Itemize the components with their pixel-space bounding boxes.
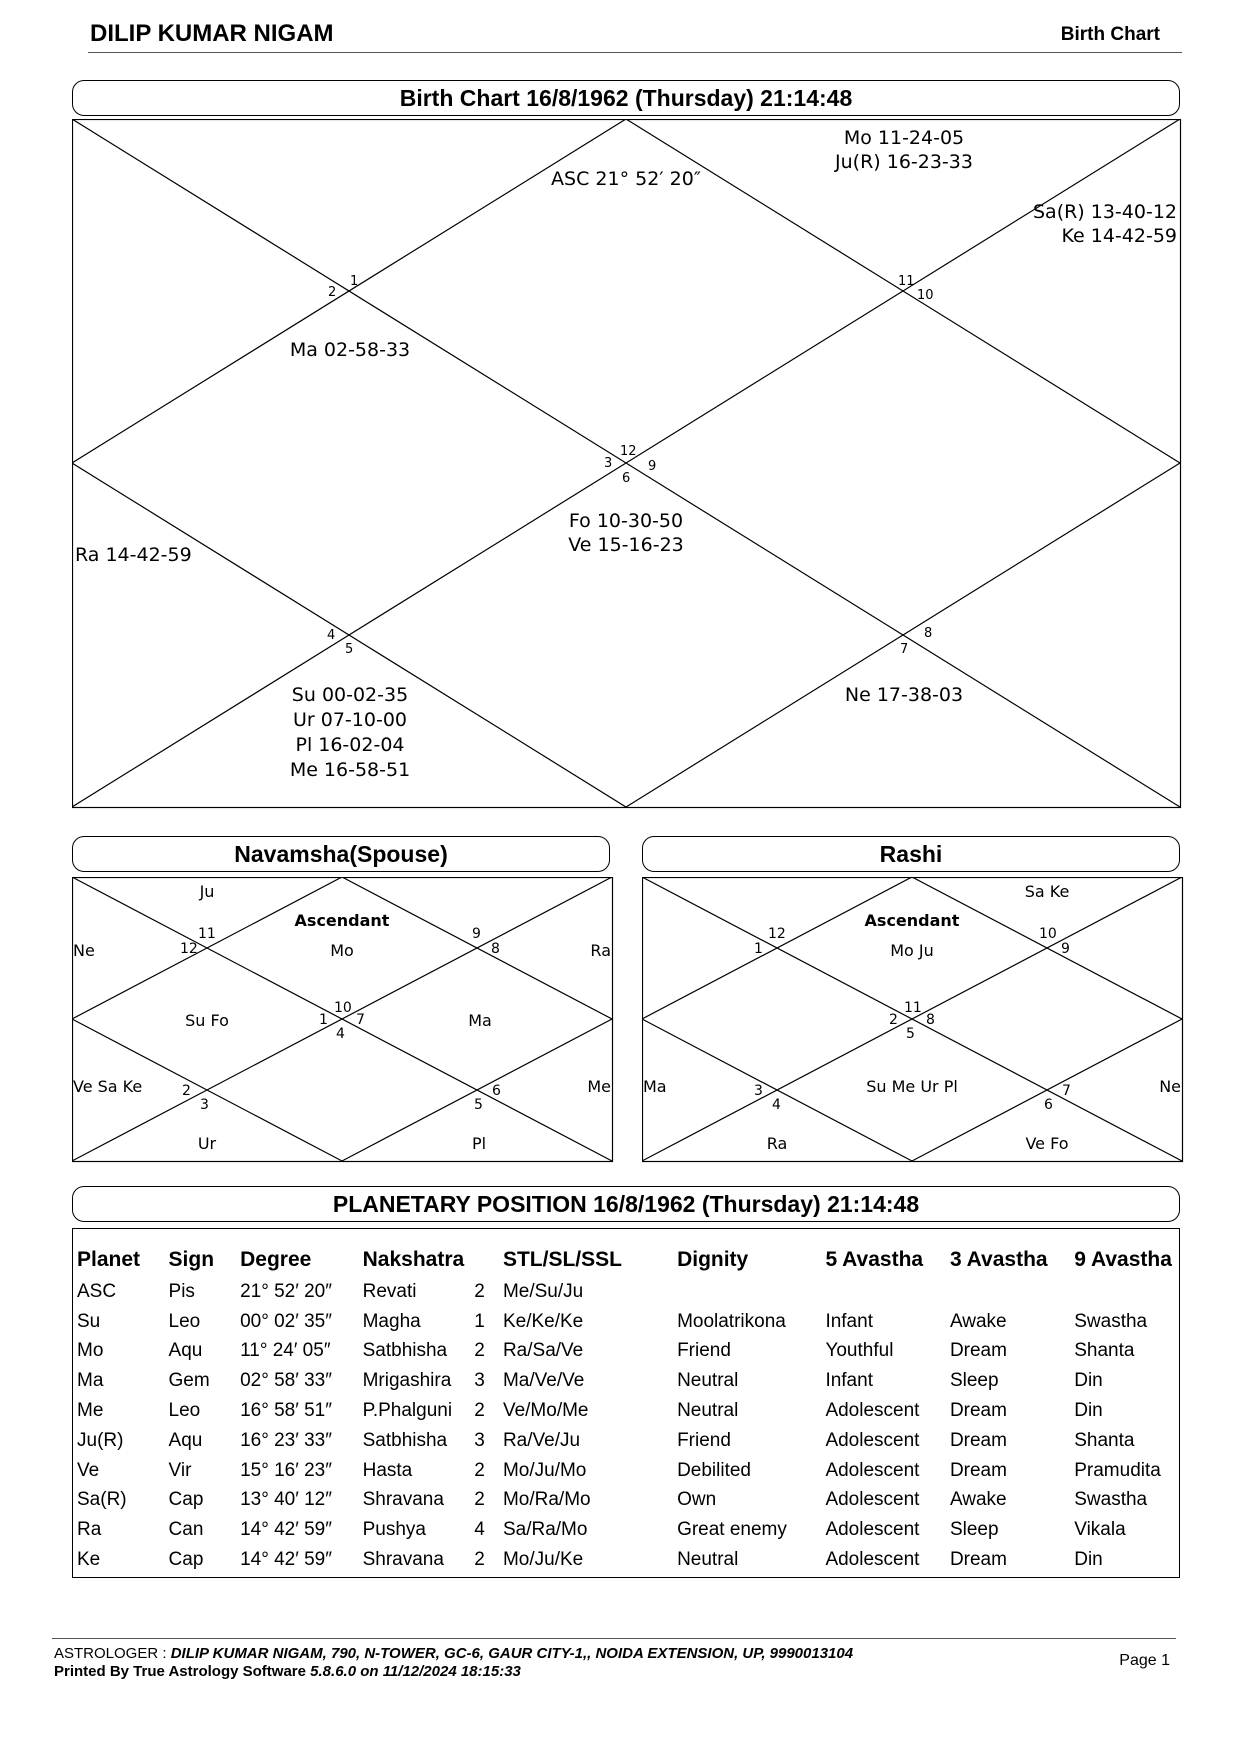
- sign-cell: Leo: [168, 1310, 201, 1332]
- planet-label: Mo Ju: [890, 941, 934, 960]
- house-number: 11: [898, 274, 915, 289]
- house-number: 1: [350, 274, 359, 289]
- nakshatra-cell: Satbhisha: [362, 1340, 448, 1362]
- birth-chart-diagram: [72, 119, 1182, 809]
- house-number: 8: [926, 1012, 935, 1028]
- table-header-row: [77, 1243, 1179, 1277]
- house-number: 2: [328, 285, 337, 300]
- house-number: 10: [1039, 926, 1057, 942]
- avastha9-cell: Shanta: [1074, 1340, 1135, 1362]
- house-number: 6: [492, 1083, 501, 1099]
- planet-cell: Ra: [77, 1519, 102, 1541]
- house-number: 9: [472, 926, 481, 942]
- avastha9-cell: Din: [1074, 1370, 1103, 1392]
- house-number: 2: [889, 1012, 898, 1028]
- printed-by-info: [54, 1663, 521, 1680]
- house-number: 4: [336, 1026, 345, 1042]
- house-number: 3: [754, 1083, 763, 1099]
- avastha3-cell: Sleep: [949, 1370, 999, 1392]
- avastha3-cell: Dream: [949, 1549, 1007, 1571]
- house-number: 7: [900, 642, 909, 657]
- house-number: 10: [917, 288, 934, 303]
- planet-label: Ra 14-42-59: [75, 544, 192, 566]
- pada-cell: 2: [474, 1400, 485, 1422]
- column-header: Degree: [240, 1248, 312, 1271]
- nakshatra-cell: Mrigashira: [362, 1370, 452, 1392]
- house-number: 3: [604, 456, 613, 471]
- nakshatra-cell: Revati: [362, 1280, 417, 1302]
- lords-cell: Ke/Ke/Ke: [502, 1310, 584, 1332]
- degree-cell: 16° 58′ 51″: [240, 1400, 332, 1422]
- planet-label: Ke 14-42-59: [1061, 225, 1177, 247]
- lords-cell: Ve/Mo/Me: [502, 1400, 589, 1422]
- nakshatra-cell: Hasta: [362, 1459, 413, 1481]
- avastha5-cell: Adolescent: [825, 1489, 920, 1511]
- degree-cell: 11° 24′ 05″: [240, 1340, 331, 1362]
- dignity-cell: Great enemy: [677, 1519, 787, 1541]
- lords-cell: Ma/Ve/Ve: [502, 1370, 585, 1392]
- sign-cell: Can: [168, 1519, 204, 1541]
- planet-label: Ne 17-38-03: [844, 684, 964, 706]
- planet-cell: Ma: [77, 1370, 104, 1392]
- avastha5-cell: Adolescent: [825, 1429, 920, 1451]
- lords-cell: Mo/Ju/Mo: [502, 1459, 587, 1481]
- planet-cell: Me: [77, 1400, 104, 1422]
- planet-label: Me 16-58-51: [289, 759, 411, 781]
- pada-cell: 2: [474, 1340, 485, 1362]
- degree-cell: 14° 42′ 59″: [240, 1519, 332, 1541]
- house-number: 12: [768, 926, 786, 942]
- planet-label: Ra: [590, 941, 611, 960]
- degree-cell: 16° 23′ 33″: [240, 1429, 332, 1451]
- planet-label: Ju: [199, 882, 215, 901]
- table-row: [77, 1277, 1179, 1307]
- planet-label: Ur 07-10-00: [293, 709, 407, 731]
- column-header: STL/SL/SSL: [502, 1248, 622, 1271]
- house-number: 8: [924, 626, 933, 641]
- degree-cell: 02° 58′ 33″: [240, 1370, 332, 1392]
- avastha5-cell: Adolescent: [825, 1519, 920, 1541]
- column-header: 9 Avastha: [1074, 1248, 1172, 1271]
- table-row: [77, 1456, 1179, 1486]
- rashi-title: Rashi: [642, 836, 1180, 872]
- dignity-cell: Friend: [677, 1340, 731, 1362]
- house-number: 4: [772, 1097, 781, 1113]
- dignity-cell: Moolatrikona: [677, 1310, 786, 1332]
- pada-cell: 2: [474, 1280, 485, 1302]
- avastha3-cell: Sleep: [949, 1519, 999, 1541]
- table-row: [77, 1396, 1179, 1426]
- house-number: 6: [622, 471, 631, 486]
- ascendant-label: Ascendant: [864, 911, 960, 930]
- degree-cell: 13° 40′ 12″: [240, 1489, 332, 1511]
- header-divider: [88, 52, 1182, 53]
- planet-cell: Ve: [77, 1459, 100, 1481]
- sign-cell: Pis: [168, 1280, 195, 1302]
- planet-cell: Mo: [77, 1340, 104, 1362]
- lords-cell: Sa/Ra/Mo: [502, 1519, 588, 1541]
- planet-cell: Ju(R): [77, 1429, 124, 1451]
- avastha5-cell: Infant: [825, 1310, 873, 1332]
- lords-cell: Ra/Sa/Ve: [502, 1340, 584, 1362]
- sign-cell: Cap: [168, 1489, 204, 1511]
- column-header: Dignity: [677, 1248, 749, 1271]
- house-number: 5: [345, 642, 354, 657]
- planet-label: Ma 02-58-33: [289, 339, 411, 361]
- pada-cell: 3: [474, 1429, 485, 1451]
- avastha3-cell: Dream: [949, 1340, 1007, 1362]
- planet-label: Pl 16-02-04: [295, 734, 405, 756]
- planet-cell: Ke: [77, 1549, 101, 1571]
- table-row: [77, 1515, 1179, 1545]
- avastha9-cell: [1074, 1277, 1179, 1307]
- degree-cell: 15° 16′ 23″: [240, 1459, 332, 1481]
- avastha5-cell: Adolescent: [825, 1459, 920, 1481]
- avastha9-cell: Shanta: [1074, 1429, 1135, 1451]
- astrologer-details: DILIP KUMAR NIGAM, 790, N-TOWER, GC-6, GAUR CITY-1,, NOIDA EXTENSION, UP, 9990013104: [170, 1645, 854, 1662]
- planet-label: Ve Sa Ke: [73, 1077, 143, 1096]
- sign-cell: Aqu: [168, 1340, 203, 1362]
- house-number: 7: [356, 1012, 365, 1028]
- pada-cell: 2: [474, 1489, 485, 1511]
- astrologer-label: ASTROLOGER :: [54, 1645, 171, 1662]
- table-row: [77, 1486, 1179, 1516]
- table-row: [77, 1426, 1179, 1456]
- lords-cell: Me/Su/Ju: [502, 1280, 584, 1302]
- sign-cell: Aqu: [168, 1429, 203, 1451]
- rashi-chart-diagram: [642, 877, 1184, 1163]
- lords-cell: Mo/Ju/Ke: [502, 1549, 584, 1571]
- dignity-cell: Debilited: [677, 1459, 751, 1481]
- dignity-cell: [677, 1277, 825, 1307]
- house-number: 8: [491, 941, 500, 957]
- nakshatra-cell: P.Phalguni: [362, 1400, 453, 1422]
- nakshatra-cell: Shravana: [362, 1549, 444, 1571]
- dignity-cell: Neutral: [677, 1370, 739, 1392]
- planet-label: Me: [587, 1077, 611, 1096]
- dignity-cell: Friend: [677, 1429, 731, 1451]
- nakshatra-cell: Magha: [362, 1310, 421, 1332]
- sign-cell: Vir: [168, 1459, 192, 1481]
- printed-by-details: 5.8.6.0 on 11/12/2024 18:15:33: [310, 1663, 521, 1680]
- planet-label: Sa Ke: [1024, 882, 1070, 901]
- house-number: 11: [198, 926, 216, 942]
- house-number: 2: [182, 1083, 191, 1099]
- pada-cell: 1: [474, 1310, 485, 1332]
- ascendant-degree: ASC 21° 52′ 20″: [551, 168, 701, 190]
- planet-label: Ra: [766, 1134, 788, 1153]
- house-number: 4: [327, 628, 336, 643]
- column-header: 5 Avastha: [825, 1248, 924, 1271]
- planet-label: Ur: [197, 1134, 217, 1153]
- house-number: 10: [334, 1000, 352, 1016]
- lords-cell: Ra/Ve/Ju: [502, 1429, 581, 1451]
- sign-cell: Gem: [168, 1370, 210, 1392]
- sign-cell: Leo: [168, 1400, 201, 1422]
- planetary-position-title: PLANETARY POSITION 16/8/1962 (Thursday) 21:14:48: [72, 1186, 1180, 1222]
- dignity-cell: Own: [677, 1489, 717, 1511]
- house-number: 3: [200, 1097, 209, 1113]
- planet-label: Ma: [468, 1011, 492, 1030]
- house-number: 1: [754, 941, 763, 957]
- avastha5-cell: Adolescent: [825, 1549, 920, 1571]
- page-number: Page 1: [1119, 1652, 1170, 1669]
- house-number: 12: [180, 941, 198, 957]
- degree-cell: 14° 42′ 59″: [240, 1549, 332, 1571]
- planet-label: Sa(R) 13-40-12: [1032, 201, 1177, 223]
- avastha9-cell: Din: [1074, 1400, 1103, 1422]
- table-row: [77, 1545, 1179, 1575]
- birth-chart-title: Birth Chart 16/8/1962 (Thursday) 21:14:48: [72, 80, 1180, 116]
- avastha3-cell: Dream: [949, 1459, 1007, 1481]
- house-number: 5: [474, 1097, 483, 1113]
- planet-label: Ne: [1159, 1077, 1181, 1096]
- table-row: [77, 1307, 1179, 1337]
- house-number: 9: [648, 459, 657, 474]
- planet-label: Ma: [643, 1077, 667, 1096]
- nakshatra-cell: Satbhisha: [362, 1429, 448, 1451]
- planet-label: Pl: [471, 1134, 487, 1153]
- avastha5-cell: Youthful: [825, 1340, 894, 1362]
- avastha5-cell: Adolescent: [825, 1400, 920, 1422]
- nakshatra-cell: Pushya: [362, 1519, 426, 1541]
- column-header: Planet: [77, 1248, 141, 1271]
- astrologer-info: [54, 1645, 853, 1662]
- house-number: 1: [319, 1012, 328, 1028]
- avastha9-cell: Swastha: [1074, 1310, 1148, 1332]
- pada-cell: 3: [474, 1370, 485, 1392]
- avastha9-cell: Pramudita: [1074, 1459, 1161, 1481]
- nakshatra-cell: Shravana: [362, 1489, 444, 1511]
- column-header: 3 Avastha: [949, 1248, 1048, 1271]
- planet-label: Su 00-02-35: [291, 684, 409, 706]
- pada-cell: 2: [474, 1549, 485, 1571]
- planet-cell: Su: [77, 1310, 101, 1332]
- house-number: 11: [904, 1000, 922, 1016]
- planet-label: Ve 15-16-23: [568, 534, 684, 556]
- column-header: Sign: [168, 1248, 215, 1271]
- document-type: Birth Chart: [1060, 24, 1160, 45]
- lords-cell: Mo/Ra/Mo: [502, 1489, 591, 1511]
- planet-label: Su Fo: [185, 1011, 229, 1030]
- table-row: [77, 1366, 1179, 1396]
- planetary-position-table: [72, 1228, 1180, 1578]
- house-number: 6: [1044, 1097, 1053, 1113]
- degree-cell: 00° 02′ 35″: [240, 1310, 332, 1332]
- house-number: 9: [1061, 941, 1070, 957]
- avastha9-cell: Din: [1074, 1549, 1103, 1571]
- pada-cell: 4: [474, 1519, 485, 1541]
- navamsha-chart-diagram: [72, 877, 614, 1163]
- planet-label: Ve Fo: [1025, 1134, 1069, 1153]
- planet-label: Fo 10-30-50: [568, 510, 684, 532]
- pada-cell: 2: [474, 1459, 485, 1481]
- avastha9-cell: Vikala: [1074, 1519, 1126, 1541]
- avastha3-cell: Awake: [949, 1310, 1007, 1332]
- dignity-cell: Neutral: [677, 1400, 739, 1422]
- avastha3-cell: Awake: [949, 1489, 1007, 1511]
- planet-label: Ju(R) 16-23-33: [835, 151, 973, 173]
- house-number: 12: [620, 444, 637, 459]
- planet-label: Ne: [73, 941, 95, 960]
- degree-cell: 21° 52′ 20″: [240, 1280, 332, 1302]
- avastha3-cell: Dream: [949, 1429, 1007, 1451]
- avastha5-cell: Infant: [825, 1370, 873, 1392]
- printed-by-label: Printed By True Astrology Software: [54, 1663, 311, 1680]
- planet-label: Su Me Ur Pl: [866, 1077, 958, 1096]
- planet-label: Mo 11-24-05: [843, 127, 965, 149]
- planet-cell: ASC: [77, 1280, 117, 1302]
- sign-cell: Cap: [168, 1549, 204, 1571]
- navamsha-title: Navamsha(Spouse): [72, 836, 610, 872]
- person-name: DILIP KUMAR NIGAM: [90, 20, 334, 47]
- footer-divider: [52, 1638, 1176, 1639]
- house-number: 7: [1062, 1083, 1071, 1099]
- avastha3-cell: [950, 1277, 1074, 1307]
- avastha9-cell: Swastha: [1074, 1489, 1148, 1511]
- column-header: Nakshatra: [362, 1248, 465, 1271]
- avastha3-cell: Dream: [949, 1400, 1007, 1422]
- dignity-cell: Neutral: [677, 1549, 739, 1571]
- house-number: 5: [906, 1026, 915, 1042]
- table-row: [77, 1337, 1179, 1367]
- ascendant-label: Ascendant: [294, 911, 390, 930]
- avastha5-cell: [825, 1277, 950, 1307]
- planet-label: Mo: [330, 941, 354, 960]
- planet-cell: Sa(R): [77, 1489, 127, 1511]
